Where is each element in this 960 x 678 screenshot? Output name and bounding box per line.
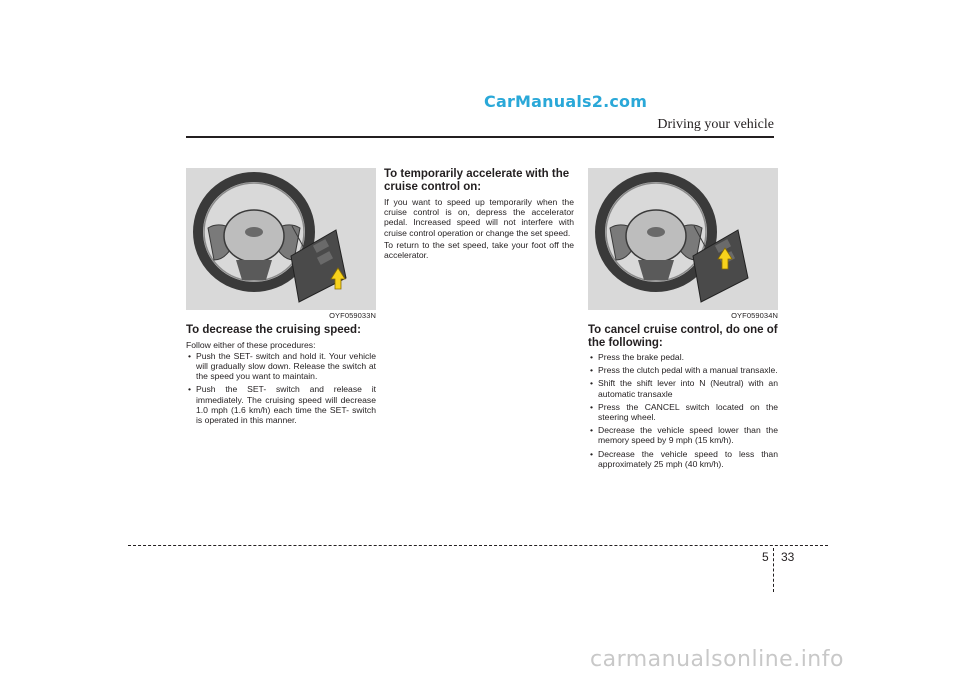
intro-text: Follow either of these procedures: bbox=[186, 339, 316, 350]
left-column bbox=[186, 168, 376, 428]
paragraph-return-speed: To return to the set speed, take your foot off the accelerator. bbox=[384, 239, 574, 261]
paragraph-accelerate: If you want to speed up temporarily when the cruise control is on, depress the accelerator pedal. Increased speed will not interfere with cruise control operation or change the set speed. bbox=[384, 197, 574, 238]
steering-wheel-figure-cancel bbox=[588, 168, 778, 310]
list-item: • Push the SET- switch and hold it. Your vehicle will gradually slow down. Release the switch at the speed you want to maintain. bbox=[188, 350, 376, 382]
list-item: • Decrease the vehicle speed lower than the memory speed by 9 mph (15 km/h). bbox=[590, 425, 778, 446]
figure-code: OYF059033N bbox=[329, 311, 376, 320]
bullet: • bbox=[590, 365, 594, 376]
heading-decrease-speed: To decrease the cruising speed: bbox=[186, 324, 361, 336]
steering-wheel-figure-decrease bbox=[186, 168, 376, 310]
heading-temporary-accelerate: To temporarily accelerate with the cruise control on: bbox=[384, 168, 570, 193]
bullet: • bbox=[590, 352, 594, 362]
watermark-bottom[interactable]: carmanualsonline.info bbox=[590, 647, 844, 672]
bullet: • bbox=[188, 350, 192, 361]
steering-wheel-illustration bbox=[588, 168, 778, 310]
chapter-number: 5 bbox=[762, 550, 769, 564]
list-item: • Press the CANCEL switch located on the steering wheel. bbox=[590, 401, 778, 423]
heading-cancel-cruise: To cancel cruise control, do one of the following: bbox=[588, 324, 778, 349]
cancel-steps-list bbox=[588, 352, 778, 469]
list-item: • Press the brake pedal. bbox=[590, 352, 684, 362]
middle-column bbox=[384, 168, 574, 260]
header-rule bbox=[186, 136, 774, 138]
bullet: • bbox=[590, 448, 594, 459]
right-column bbox=[588, 168, 778, 472]
list-item: • Shift the shift lever into N (Neutral) with an automatic transaxle bbox=[590, 378, 778, 399]
section-title: Driving your vehicle bbox=[657, 117, 774, 132]
list-item: • Decrease the vehicle speed to less than approximately 25 mph (40 km/h). bbox=[590, 448, 778, 469]
decrease-steps-list bbox=[186, 351, 376, 425]
bullet: • bbox=[590, 425, 594, 436]
footer-rule bbox=[128, 545, 828, 546]
list-item: • Press the clutch pedal with a manual transaxle. bbox=[590, 365, 778, 376]
page-number-divider bbox=[773, 548, 774, 592]
page-number: 33 bbox=[781, 550, 795, 564]
list-item: • Push the SET- switch and release it immediately. The cruising speed will decrease 1.0 mph (1.6 km/h) each time the SET- switch is operated in this manner. bbox=[188, 384, 376, 425]
steering-wheel-illustration bbox=[186, 168, 376, 310]
watermark-top[interactable]: CarManuals2.com bbox=[484, 92, 648, 111]
bullet: • bbox=[188, 384, 192, 395]
bullet: • bbox=[590, 378, 594, 389]
bullet: • bbox=[590, 401, 594, 412]
figure-code: OYF059034N bbox=[731, 311, 778, 320]
